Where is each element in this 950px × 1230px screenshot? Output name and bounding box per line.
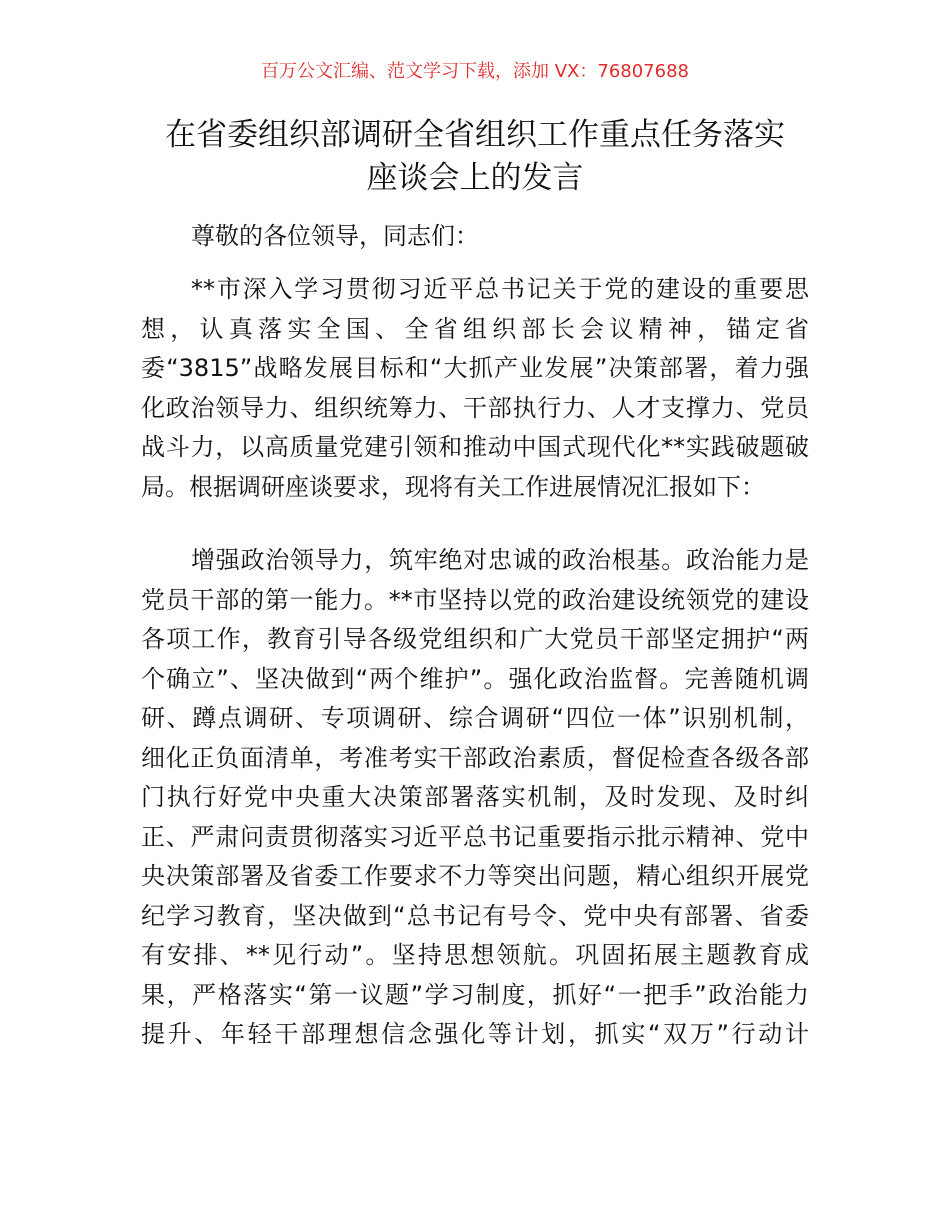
- text-line: 有安排、**见行动”。坚持思想领航。巩固拓展主题教育成: [141, 941, 809, 969]
- text-line: 纪学习教育，坚决做到“总书记有号令、党中央有部署、省委: [141, 901, 809, 930]
- text-line: 增强政治领导力，筑牢绝对忠诚的政治根基。政治能力是: [191, 546, 809, 574]
- text-line: 果，严格落实“第一议题”学习制度，抓好“一把手”政治能力: [141, 980, 809, 1009]
- text-line: 正、严肃问责贯彻落实习近平总书记重要指示批示精神、党中: [141, 822, 809, 851]
- watermark-header: 百万公文汇编、范文学习下载，添加 VX：76807688: [261, 61, 689, 82]
- text-line: 战斗力，以高质量党建引领和推动中国式现代化**实践破题破: [141, 433, 809, 461]
- text-line: 化政治领导力、组织统筹力、干部执行力、人才支撑力、党员: [141, 393, 809, 422]
- paragraph-1: [141, 270, 809, 507]
- paragraph-2: [141, 541, 809, 1055]
- text-line: 各项工作，教育引导各级党组织和广大党员干部坚定拥护“两: [141, 625, 809, 653]
- title-line: 在省委组织部调研全省组织工作重点任务落实: [165, 117, 785, 153]
- text-line: 央决策部署及省委工作要求不力等突出问题，精心组织开展党: [141, 862, 809, 890]
- document-title: [140, 114, 810, 200]
- text-line: 提升、年轻干部理想信念强化等计划，抓实“双万”行动计: [141, 1020, 809, 1048]
- text-line: **市深入学习贯彻习近平总书记关于党的建设的重要思: [191, 275, 809, 303]
- text-line: 党员干部的第一能力。**市坚持以党的政治建设统领党的建设: [141, 585, 809, 614]
- title-line: 座谈会上的发言: [366, 160, 584, 196]
- text-line: 门执行好党中央重大决策部署落实机制，及时发现、及时纠: [141, 783, 809, 811]
- text-line: 局。根据调研座谈要求，现将有关工作进展情况汇报如下：: [141, 472, 765, 501]
- text-line: 细化正负面清单，考准考实干部政治素质，督促检查各级各部: [141, 743, 809, 772]
- text-line: 委“3815”战略发展目标和“大抓产业发展”决策部署，着力强: [141, 354, 809, 382]
- text-line: 个确立”、坚决做到“两个维护”。强化政治监督。完善随机调: [141, 664, 809, 693]
- text-line: 研、蹲点调研、专项调研、综合调研“四位一体”识别机制，: [141, 704, 809, 732]
- text-line: 想，认真落实全国、全省组织部长会议精神，锚定省: [141, 314, 809, 343]
- greeting: 尊敬的各位领导，同志们：: [191, 222, 479, 250]
